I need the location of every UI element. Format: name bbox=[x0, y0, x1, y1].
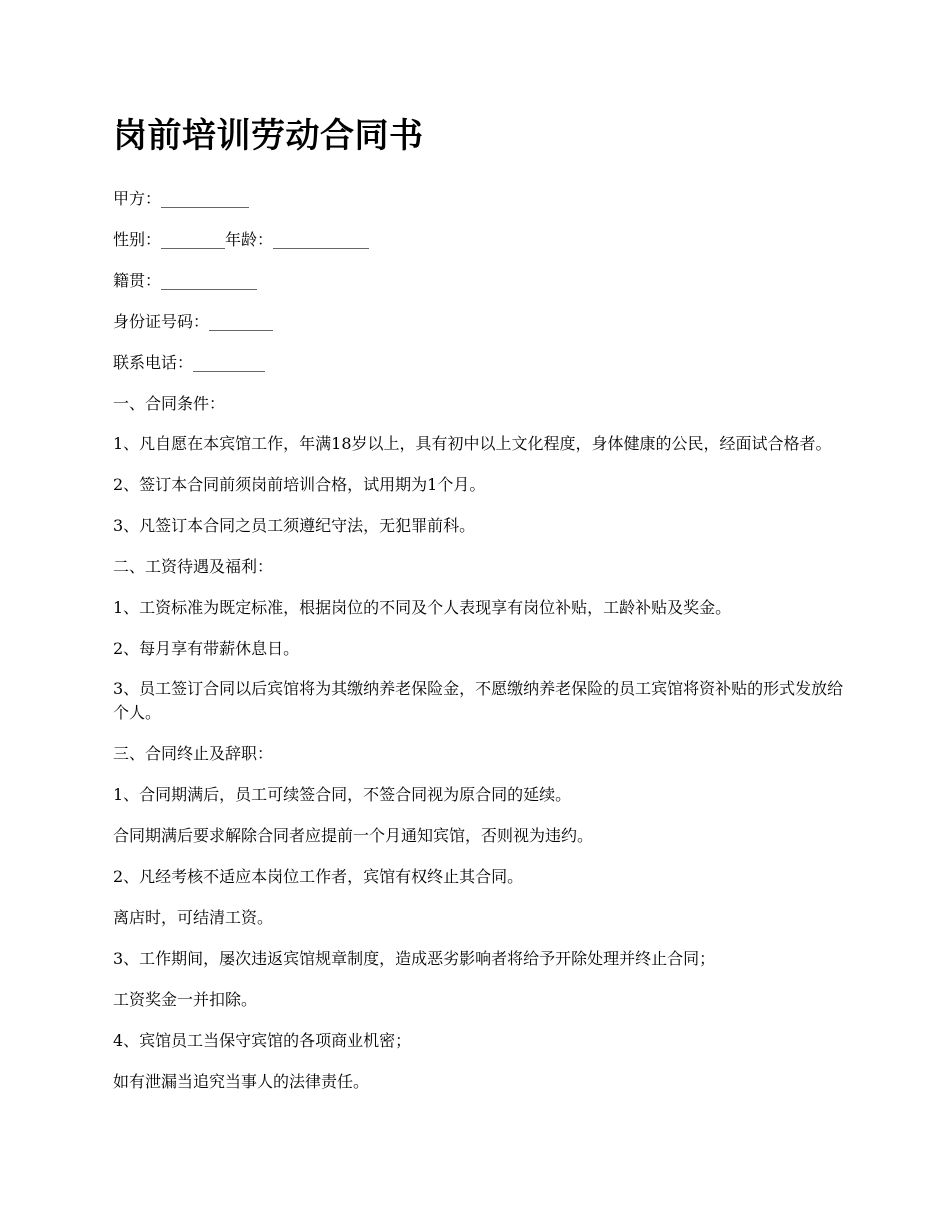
gender-age-field: 性别：________年龄：____________ bbox=[113, 230, 370, 249]
contract-condition-item: 3、凡签订本合同之员工须遵纪守法，无犯罪前科。 bbox=[113, 516, 476, 535]
termination-item: 离店时，可结清工资。 bbox=[113, 908, 274, 927]
party-a-field: 甲方：___________ bbox=[113, 189, 250, 208]
contract-conditions-heading: 一、合同条件： bbox=[113, 394, 226, 413]
document-page bbox=[113, 111, 848, 1110]
salary-benefits-heading: 二、工资待遇及福利： bbox=[113, 557, 274, 576]
termination-item: 1、合同期满后，员工可续签合同，不签合同视为原合同的延续。 bbox=[113, 785, 572, 804]
id-number-field: 身份证号码：________ bbox=[113, 312, 274, 331]
termination-item: 2、凡经考核不适应本岗位工作者，宾馆有权终止其合同。 bbox=[113, 867, 524, 886]
termination-item: 工资奖金一并扣除。 bbox=[113, 990, 258, 1009]
termination-resignation-heading: 三、合同终止及辞职： bbox=[113, 744, 274, 763]
termination-item: 合同期满后要求解除合同者应提前一个月通知宾馆，否则视为违约。 bbox=[113, 826, 594, 845]
termination-item: 3、工作期间，屡次违返宾馆规章制度，造成恶劣影响者将给予开除处理并终止合同； bbox=[113, 949, 716, 968]
salary-benefits-section bbox=[113, 554, 848, 725]
contract-conditions-section bbox=[113, 391, 848, 538]
phone-field: 联系电话：_________ bbox=[113, 353, 266, 372]
salary-benefit-item: 1、工资标准为既定标准，根据岗位的不同及个人表现享有岗位补贴，工龄补贴及奖金。 bbox=[113, 598, 732, 617]
termination-item: 如有泄漏当追究当事人的法律责任。 bbox=[113, 1072, 370, 1091]
termination-item: 4、宾馆员工当保守宾馆的各项商业机密； bbox=[113, 1031, 412, 1050]
hometown-field: 籍贯：____________ bbox=[113, 271, 258, 290]
document-title: 岗前培训劳动合同书 bbox=[113, 116, 424, 156]
contract-condition-item: 1、凡自愿在本宾馆工作，年满18岁以上，具有初中以上文化程度，身体健康的公民，经面试合格者。 bbox=[113, 434, 832, 453]
salary-benefit-item: 2、每月享有带薪休息日。 bbox=[113, 639, 300, 658]
termination-resignation-section bbox=[113, 741, 848, 1094]
salary-benefit-item: 3、员工签订合同以后宾馆将为其缴纳养老保险金，不愿缴纳养老保险的员工宾馆将资补贴的形式发放给个人。 bbox=[113, 679, 844, 722]
contract-condition-item: 2、签订本合同前须岗前培训合格，试用期为1个月。 bbox=[113, 475, 486, 494]
